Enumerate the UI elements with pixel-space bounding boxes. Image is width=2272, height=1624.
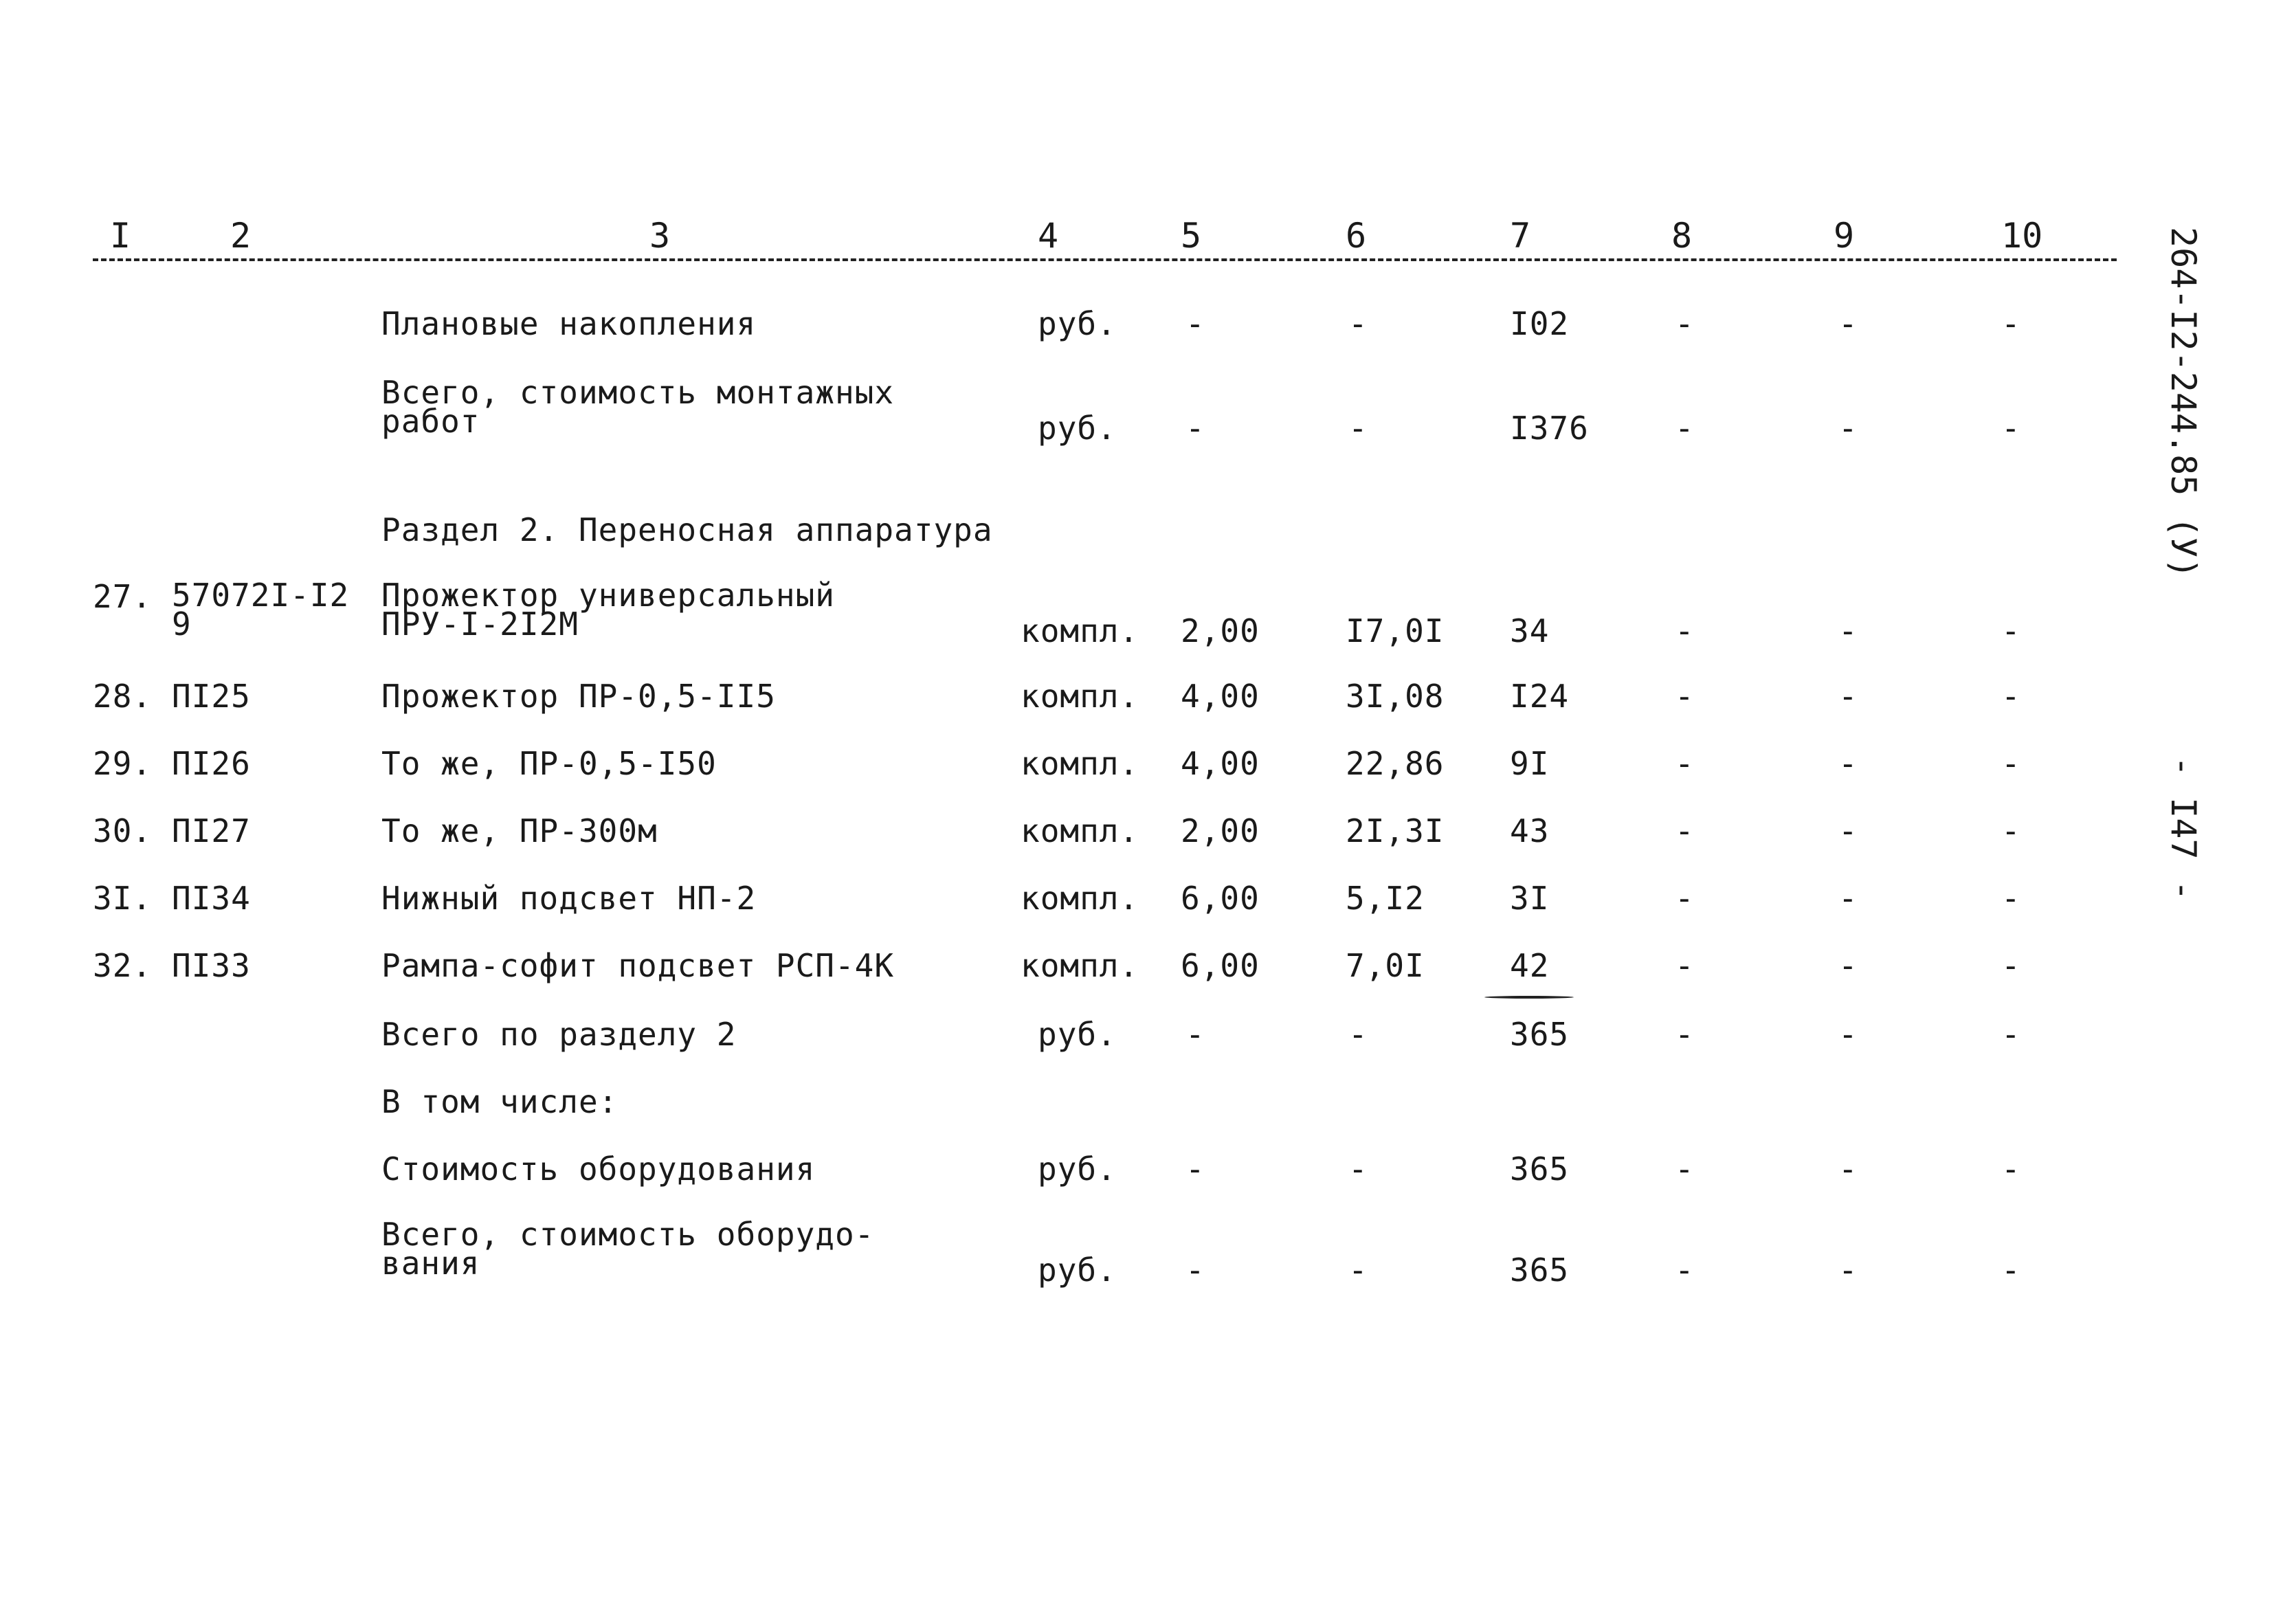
row-unit: компл. <box>1021 880 1139 917</box>
row-number: 27. <box>93 578 153 615</box>
row-unit: компл. <box>1021 812 1139 849</box>
row-col5: 6,00 <box>1181 880 1260 917</box>
row-unit: компл. <box>1021 745 1139 782</box>
row-col9: - <box>1838 745 1858 782</box>
row-col6: 5,I2 <box>1346 880 1425 917</box>
row-col9: - <box>1838 612 1858 649</box>
row-unit: руб. <box>1038 1150 1117 1188</box>
row-name: Плановые накопления <box>381 305 757 342</box>
row-col7: 42 <box>1510 947 1550 984</box>
row-col6: 7,0I <box>1346 947 1425 984</box>
row-col7: 43 <box>1510 812 1550 849</box>
row-unit: руб. <box>1038 1016 1117 1053</box>
document-code: 264-I2-244.85 (У) <box>2163 227 2203 579</box>
row-col10: - <box>2001 1252 2021 1289</box>
row-col10: - <box>2001 745 2021 782</box>
row-col7: I02 <box>1510 305 1570 342</box>
row-col7: 3I <box>1510 880 1550 917</box>
column-header-2: 2 <box>230 216 252 256</box>
row-col6: - <box>1348 1252 1368 1289</box>
column-header-10: 10 <box>2001 216 2043 256</box>
row-code: ПI26 <box>172 745 251 782</box>
row-col9: - <box>1838 1016 1858 1053</box>
column-header-4: 4 <box>1038 216 1059 256</box>
row-col10: - <box>2001 410 2021 447</box>
subheading: В том числе: <box>381 1083 619 1120</box>
row-code: ПI34 <box>172 880 251 917</box>
row-name: Всего по разделу 2 <box>381 1016 737 1053</box>
row-col8: - <box>1675 947 1695 984</box>
column-header-5: 5 <box>1181 216 1202 256</box>
row-col6: 22,86 <box>1346 745 1445 782</box>
row-col5: 2,00 <box>1181 812 1260 849</box>
row-col6: - <box>1348 305 1368 342</box>
column-header-9: 9 <box>1834 216 1855 256</box>
row-unit: компл. <box>1021 947 1139 984</box>
column-header-7: 7 <box>1510 216 1531 256</box>
row-name: То же, ПР-300м <box>381 812 658 849</box>
row-number: 29. <box>93 745 153 782</box>
row-col8: - <box>1675 612 1695 649</box>
row-unit: компл. <box>1021 612 1139 649</box>
row-name: Нижный подсвет НП-2 <box>381 880 757 917</box>
row-name: Прожектор ПР-0,5-II5 <box>381 678 776 715</box>
row-number: 32. <box>93 947 153 984</box>
row-unit: руб. <box>1038 305 1117 342</box>
sum-underline <box>1484 996 1574 999</box>
row-col9: - <box>1838 678 1858 715</box>
row-code: ПI25 <box>172 678 251 715</box>
column-header-1: I <box>110 216 131 256</box>
row-col8: - <box>1675 410 1695 447</box>
row-col7: 365 <box>1510 1150 1570 1188</box>
row-col9: - <box>1838 1150 1858 1188</box>
row-col10: - <box>2001 1016 2021 1053</box>
row-name: Всего, стоимость монтажных работ <box>381 374 895 440</box>
row-col6: 3I,08 <box>1346 678 1445 715</box>
row-col8: - <box>1675 812 1695 849</box>
row-col5: - <box>1185 1016 1205 1053</box>
row-col6: I7,0I <box>1346 612 1445 649</box>
row-col9: - <box>1838 880 1858 917</box>
row-name: Прожектор универсальный ПРУ-I-2I2М <box>381 577 835 643</box>
row-col10: - <box>2001 1150 2021 1188</box>
section-heading: Раздел 2. Переносная аппаратура <box>381 511 993 548</box>
row-col8: - <box>1675 1150 1695 1188</box>
row-col5: 2,00 <box>1181 612 1260 649</box>
row-col8: - <box>1675 880 1695 917</box>
row-col8: - <box>1675 305 1695 342</box>
row-col5: - <box>1185 410 1205 447</box>
row-col5: - <box>1185 1252 1205 1289</box>
header-dashed-rule <box>93 258 2117 261</box>
page-number: - I47 - <box>2163 756 2203 901</box>
row-col9: - <box>1838 305 1858 342</box>
row-name: Рампа-софит подсвет РСП-4К <box>381 947 895 984</box>
row-number: 28. <box>93 678 153 715</box>
row-col6: - <box>1348 1016 1368 1053</box>
row-col8: - <box>1675 745 1695 782</box>
row-col8: - <box>1675 1016 1695 1053</box>
row-col5: 6,00 <box>1181 947 1260 984</box>
row-name: Стоимость оборудования <box>381 1150 816 1188</box>
row-col6: - <box>1348 410 1368 447</box>
column-header-6: 6 <box>1346 216 1367 256</box>
row-col10: - <box>2001 612 2021 649</box>
row-unit: компл. <box>1021 678 1139 715</box>
row-col9: - <box>1838 410 1858 447</box>
row-col10: - <box>2001 305 2021 342</box>
row-unit: руб. <box>1038 1252 1117 1289</box>
row-col7: 34 <box>1510 612 1550 649</box>
row-col5: 4,00 <box>1181 745 1260 782</box>
row-col7: 365 <box>1510 1252 1570 1289</box>
row-col9: - <box>1838 947 1858 984</box>
row-col6: 2I,3I <box>1346 812 1445 849</box>
row-number: 30. <box>93 812 153 849</box>
column-header-3: 3 <box>649 216 671 256</box>
row-col7: 9I <box>1510 745 1550 782</box>
row-col9: - <box>1838 812 1858 849</box>
row-col10: - <box>2001 947 2021 984</box>
row-col7: 365 <box>1510 1016 1570 1053</box>
row-col7: I376 <box>1510 410 1589 447</box>
row-code: ПI33 <box>172 947 251 984</box>
row-col5: 4,00 <box>1181 678 1260 715</box>
row-number: 3I. <box>93 880 153 917</box>
row-col10: - <box>2001 812 2021 849</box>
row-col7: I24 <box>1510 678 1570 715</box>
row-col9: - <box>1838 1252 1858 1289</box>
row-col6: - <box>1348 1150 1368 1188</box>
row-col10: - <box>2001 678 2021 715</box>
row-code: 57072I-I2 9 <box>172 577 350 643</box>
row-col5: - <box>1185 305 1205 342</box>
row-col10: - <box>2001 880 2021 917</box>
row-code: ПI27 <box>172 812 251 849</box>
column-header-8: 8 <box>1671 216 1693 256</box>
row-unit: руб. <box>1038 410 1117 447</box>
row-name: То же, ПР-0,5-I50 <box>381 745 717 782</box>
row-col8: - <box>1675 1252 1695 1289</box>
row-col8: - <box>1675 678 1695 715</box>
row-col5: - <box>1185 1150 1205 1188</box>
row-name: Всего, стоимость оборудо- вания <box>381 1216 875 1282</box>
